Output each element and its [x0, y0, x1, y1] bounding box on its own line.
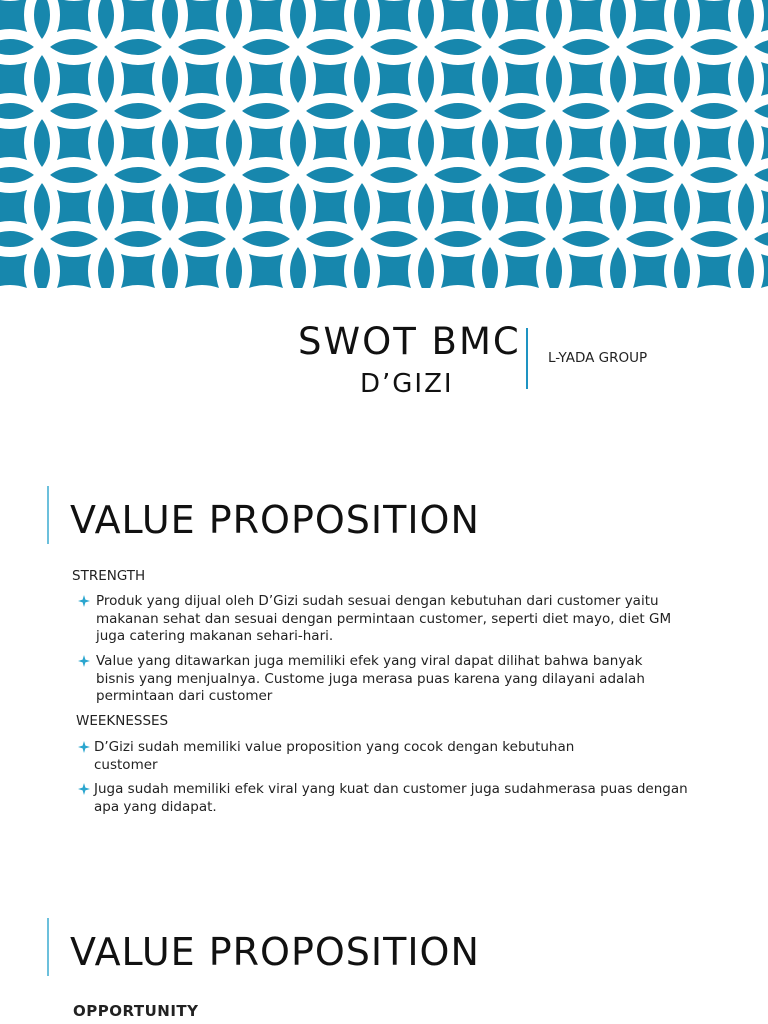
opportunity-label: OPPORTUNITY	[73, 1002, 199, 1020]
presentation-subtitle: D’GIZI	[360, 369, 454, 399]
presentation-title: SWOT BMC	[298, 320, 521, 363]
strength-item-text: Produk yang dijual oleh D’Gizi sudah sesuai dengan kebutuhan dari customer yaitu makanan sehat dan sesuai dengan permintaan customer, seperti diet mayo, diet GM juga catering makanan sehari-hari.	[96, 593, 672, 644]
group-name: L-YADA GROUP	[548, 350, 648, 366]
weakness-item-text: Juga sudah memiliki efek viral yang kuat dan customer juga sudahmerasa puas dengan apa yang didapat.	[94, 781, 688, 815]
slide2-accent-bar	[47, 918, 49, 976]
banner-pattern	[0, 0, 768, 288]
pattern-circles	[0, 0, 768, 288]
diamond-bullet-icon	[78, 783, 90, 795]
diamond-bullet-icon	[78, 741, 90, 753]
diamond-bullet-icon	[78, 595, 90, 607]
strength-item	[78, 593, 678, 646]
slide1-heading: VALUE PROPOSITION	[70, 498, 480, 542]
diamond-bullet-icon	[78, 655, 90, 667]
weakness-item	[78, 739, 638, 774]
strength-label: STRENGTH	[72, 568, 146, 584]
weakness-item	[78, 781, 698, 816]
weakness-label: WEEKNESSES	[76, 713, 169, 729]
slide2-heading: VALUE PROPOSITION	[70, 930, 480, 974]
slide1-accent-bar	[47, 486, 49, 544]
strength-item-text: Value yang ditawarkan juga memiliki efek yang viral dapat dilihat bahwa banyak bisnis yang menjualnya. Custome juga merasa puas karena yang dilayani adalah permintaan dari customer	[96, 653, 645, 704]
title-divider	[526, 328, 528, 389]
strength-item	[78, 653, 678, 706]
pattern-graphic	[0, 0, 768, 288]
weakness-item-text: D’Gizi sudah memiliki value proposition yang cocok dengan kebutuhan customer	[94, 739, 575, 773]
